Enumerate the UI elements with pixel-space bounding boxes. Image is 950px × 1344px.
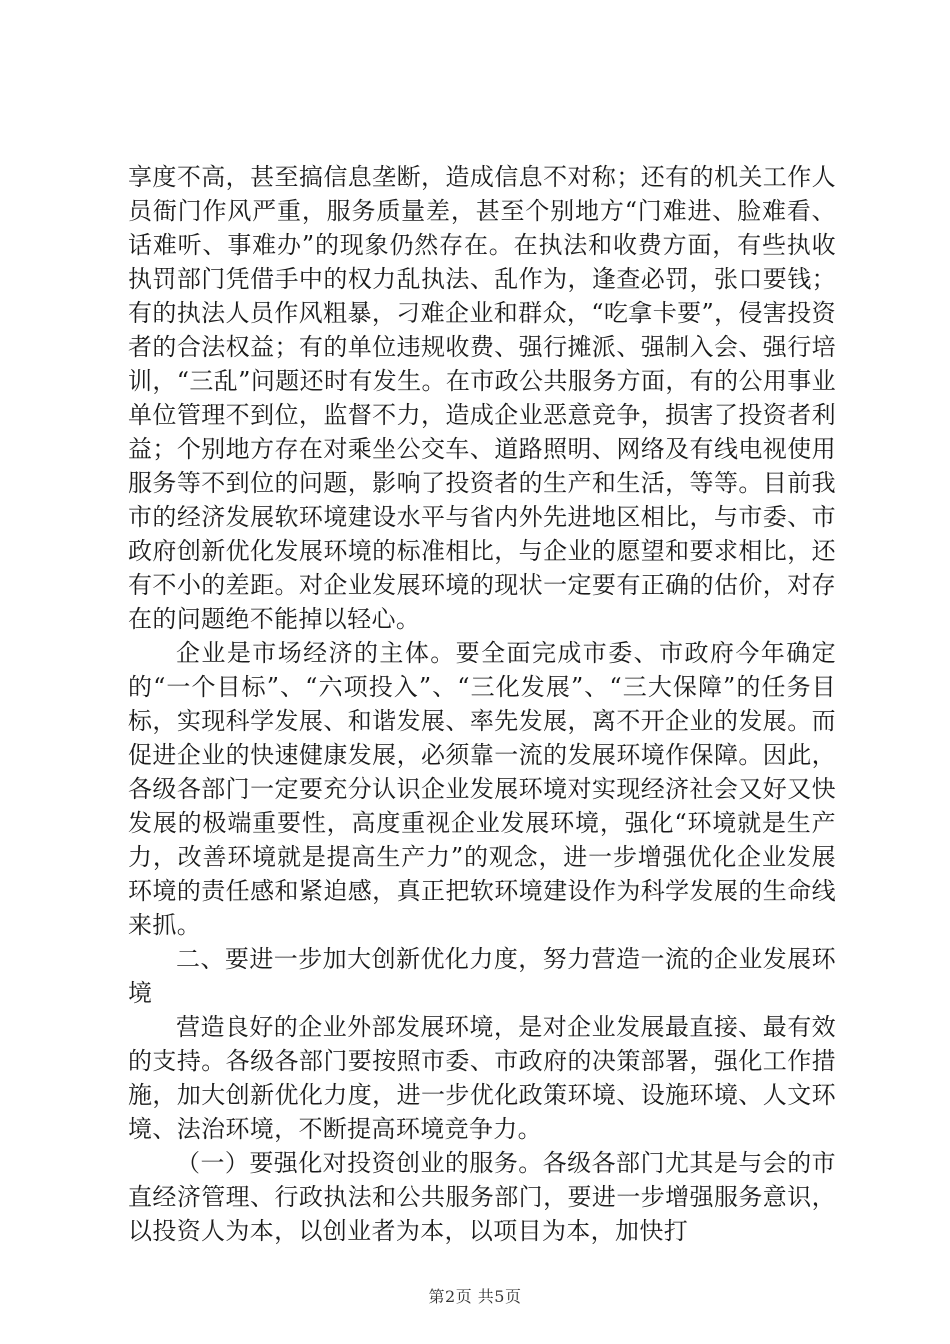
document-body <box>128 160 836 1248</box>
paragraph-continuation: 享度不高，甚至搞信息垄断，造成信息不对称；还有的机关工作人员衙门作风严重，服务质量差，甚至个别地方“门难进、脸难看、话难听、事难办”的现象仍然存在。在执法和收费方面，有些执收执罚部门凭借手中的权力乱执法、乱作为，逢查必罚，张口要钱；有的执法人员作风粗暴，刁难企业和群众，“吃拿卡要”，侵害投资者的合法权益；有的单位违规收费、强行摊派、强制入会、强行培训，“三乱”问题还时有发生。在市政公共服务方面，有的公用事业单位管理不到位，监督不力，造成企业恶意竞争，损害了投资者利益；个别地方存在对乘坐公交车、道路照明、网络及有线电视使用服务等不到位的问题，影响了投资者的生产和生活，等等。目前我市的经济发展软环境建设水平与省内外先进地区相比，与市委、市政府创新优化发展环境的标准相比，与企业的愿望和要求相比，还有不小的差距。对企业发展环境的现状一定要有正确的估价，对存在的问题绝不能掉以轻心。 <box>128 163 836 633</box>
paragraph-investment-service: （一）要强化对投资创业的服务。各级各部门尤其是与会的市直经济管理、行政执法和公共服务部门，要进一步增强服务意识，以投资人为本，以创业者为本，以项目为本，加快打 <box>128 1149 836 1245</box>
paragraph-external-environment: 营造良好的企业外部发展环境，是对企业发展最直接、最有效的支持。各级各部门要按照市委、市政府的决策部署，强化工作措施，加大创新优化力度，进一步优化政策环境、设施环境、人文环境、法治环境，不断提高环境竞争力。 <box>128 1013 836 1143</box>
section-heading-two: 二、要进一步加大创新优化力度，努力营造一流的企业发展环境 <box>128 945 836 1007</box>
page-number-footer: 第2页 共5页 <box>428 1287 522 1306</box>
paragraph-enterprise-main-body: 企业是市场经济的主体。要全面完成市委、市政府今年确定的“一个目标”、“六项投入”、“三化发展”、“三大保障”的任务目标，实现科学发展、和谐发展、率先发展，离不开企业的发展。而促进企业的快速健康发展，必须靠一流的发展环境作保障。因此，各级各部门一定要充分认识企业发展环境对实现经济社会又好又快发展的极端重要性，高度重视企业发展环境，强化“环境就是生产力，改善环境就是提高生产力”的观念，进一步增强优化企业发展环境的责任感和紧迫感，真正把软环境建设作为科学发展的生命线来抓。 <box>128 639 836 939</box>
